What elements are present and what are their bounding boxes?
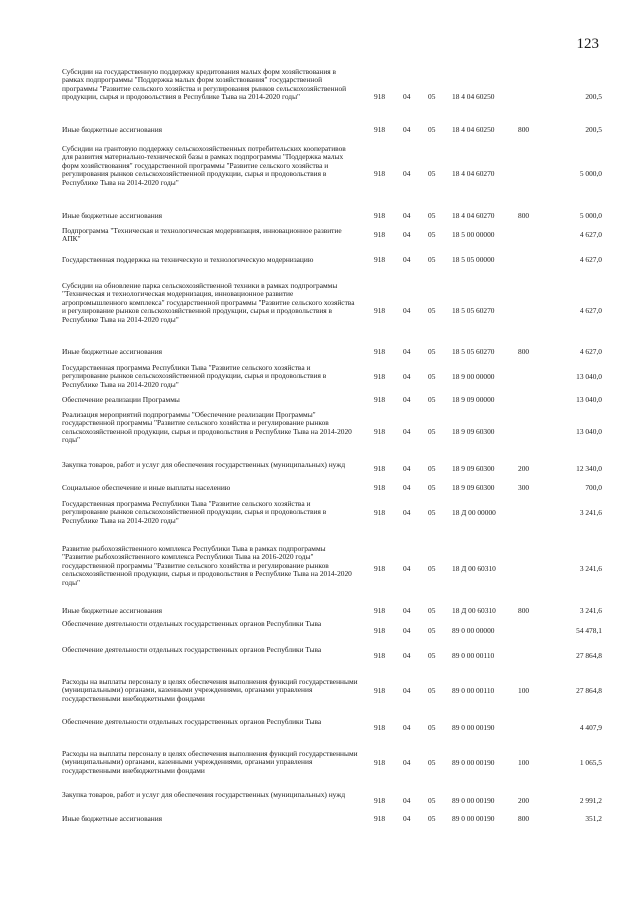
row-cs: 18 5 05 60270 [452,306,495,315]
row-gr: 918 [374,464,386,473]
row-ps: 05 [428,606,436,615]
row-name: Государственная программа Республики Тыва "Развитие сельского хозяйства и регулирование рынков сельскохозяйственной продукции, сырья и продовольствия в Республике Тыва на 2014-2020 годы" [62,499,327,525]
row-name: Государственная поддержка на техническую и технологическую модернизацию [62,255,314,264]
row-ps: 05 [428,230,436,239]
row-name: Реализация мероприятий подпрограммы "Обеспечение реализации Программы" государственной программы "Развитие сельского хозяйства и регулирование рынков сельскохозяйственной продукции, сырья и продовольствия в Республике Тыва на 2014-2020 годы" [62,410,352,445]
row-name: Обеспечение деятельности отдельных государственных органов Республики Тыва [62,619,322,628]
row-sum: 4 627,0 [579,306,602,315]
page-number: 123 [576,36,599,52]
row-name: Субсидии на государственную поддержку кредитования малых форм хозяйствования в рамках подпрограммы "Поддержка малых форм хозяйствования" государственной программы "Развитие сельского хозяйства и регулирования рынков сельскохозяйственной продукции, сырья и продовольствия в Республике Тыва на 2014-2020 годы" [62,67,347,102]
row-gr: 918 [374,92,386,101]
row-sum: 13 040,0 [576,427,602,436]
row-gr: 918 [374,211,386,220]
row-name: Обеспечение деятельности отдельных государственных органов Республики Тыва [62,645,322,654]
row-pr: 04 [403,796,411,805]
row-pr: 04 [403,372,411,381]
row-name: Иные бюджетные ассигнования [62,606,163,615]
row-pr: 04 [403,306,411,315]
row-cs: 18 5 05 60270 [452,347,495,356]
row-cs: 89 0 00 00000 [452,626,495,635]
row-cs: 89 0 00 00190 [452,758,495,767]
row-ps: 05 [428,347,436,356]
row-pr: 04 [403,606,411,615]
row-cs: 89 0 00 00190 [452,796,495,805]
row-pr: 04 [403,508,411,517]
row-name: Закупка товаров, работ и услуг для обеспечения государственных (муниципальных) нужд [62,460,346,469]
row-cs: 18 9 09 00000 [452,395,495,404]
row-pr: 04 [403,347,411,356]
row-sum: 27 864,8 [576,686,602,695]
row-sum: 1 065,5 [579,758,602,767]
row-cs: 18 9 09 60300 [452,427,495,436]
row-cs: 89 0 00 00110 [452,686,495,695]
row-ps: 05 [428,686,436,695]
row-gr: 918 [374,508,386,517]
row-vr: 100 [518,686,530,695]
row-ps: 05 [428,723,436,732]
row-sum: 4 627,0 [579,230,602,239]
row-ps: 05 [428,796,436,805]
row-vr: 200 [518,796,530,805]
row-sum: 5 000,0 [579,211,602,220]
row-pr: 04 [403,230,411,239]
row-gr: 918 [374,395,386,404]
row-name: Субсидии на грантовую поддержку сельскохозяйственных потребительских кооперативов для развития материально-технической базы в рамках подпрограммы "Поддержка малых форм хозяйствования" государственной программы "Развитие сельского хозяйства и регулирования рынков сельскохозяйственной продукции, сырья и продовольствия в Республике Тыва на 2014-2020 годы" [62,144,346,187]
row-gr: 918 [374,427,386,436]
row-ps: 05 [428,758,436,767]
row-pr: 04 [403,255,411,264]
row-cs: 18 4 04 60250 [452,125,495,134]
row-gr: 918 [374,651,386,660]
row-vr: 800 [518,347,530,356]
row-gr: 918 [374,626,386,635]
row-gr: 918 [374,606,386,615]
row-pr: 04 [403,92,411,101]
row-gr: 918 [374,347,386,356]
row-sum: 4 407,9 [579,723,602,732]
row-gr: 918 [374,372,386,381]
row-vr: 800 [518,125,530,134]
row-name: Развитие рыбохозяйственного комплекса Республики Тыва в рамках подпрограммы "Развитие рыбохозяйственного комплекса Республики Тыва на 2016-2020 годы" государственной программы "Развитие сельского хозяйства и регулирование рынков сельскохозяйственной продукции, сырья и продовольствия в Республике Тыва на 2014-2020 годы" [62,544,352,587]
row-name: Иные бюджетные ассигнования [62,211,163,220]
row-gr: 918 [374,814,386,823]
row-sum: 4 627,0 [579,347,602,356]
row-sum: 54 478,1 [576,626,602,635]
row-ps: 05 [428,564,436,573]
row-cs: 18 Д 00 00000 [452,508,496,517]
row-gr: 918 [374,796,386,805]
row-vr: 300 [518,483,530,492]
row-name: Расходы на выплаты персоналу в целях обеспечения выполнения функций государственными (муниципальными) органами, казенными учреждениями, органами управления государственными внебюджетными фондами [62,677,358,703]
row-cs: 89 0 00 00110 [452,651,495,660]
row-ps: 05 [428,464,436,473]
row-name: Иные бюджетные ассигнования [62,347,163,356]
row-cs: 18 4 04 60270 [452,211,495,220]
row-cs: 18 9 00 00000 [452,372,495,381]
row-pr: 04 [403,125,411,134]
row-cs: 89 0 00 00190 [452,814,495,823]
row-cs: 18 Д 00 60310 [452,564,496,573]
row-gr: 918 [374,169,386,178]
row-sum: 12 340,0 [576,464,602,473]
row-name: Иные бюджетные ассигнования [62,125,163,134]
row-sum: 2 991,2 [579,796,602,805]
row-pr: 04 [403,395,411,404]
row-ps: 05 [428,508,436,517]
row-gr: 918 [374,255,386,264]
row-gr: 918 [374,230,386,239]
row-name: Обеспечение реализации Программы [62,395,180,404]
row-name: Закупка товаров, работ и услуг для обеспечения государственных (муниципальных) нужд [62,790,346,799]
row-cs: 18 5 05 00000 [452,255,495,264]
row-vr: 800 [518,814,530,823]
row-ps: 05 [428,125,436,134]
row-name: Социальное обеспечение и иные выплаты населению [62,483,231,492]
row-ps: 05 [428,306,436,315]
row-vr: 800 [518,211,530,220]
row-pr: 04 [403,723,411,732]
row-sum: 13 040,0 [576,372,602,381]
row-name: Субсидии на обновление парка сельскохозяйственной техники в рамках подпрограммы "Техническая и технологическая модернизация, инновационное развитие агропромышленного комплекса" государственной программы "Развитие сельского хозяйства и регулирование рынков сельскохозяйственной продукции, сырья и продовольствия в Республике Тыва на 2014-2020 годы" [62,281,355,324]
row-cs: 18 9 09 60300 [452,464,495,473]
row-sum: 27 864,8 [576,651,602,660]
row-ps: 05 [428,169,436,178]
row-sum: 4 627,0 [579,255,602,264]
row-name: Подпрограмма "Техническая и технологическая модернизация, инновационное развитие АПК" [62,226,342,244]
row-vr: 800 [518,606,530,615]
row-gr: 918 [374,758,386,767]
row-pr: 04 [403,427,411,436]
row-gr: 918 [374,723,386,732]
row-pr: 04 [403,169,411,178]
row-ps: 05 [428,255,436,264]
row-vr: 200 [518,464,530,473]
row-ps: 05 [428,211,436,220]
row-gr: 918 [374,125,386,134]
row-pr: 04 [403,564,411,573]
row-cs: 89 0 00 00190 [452,723,495,732]
row-cs: 18 Д 00 60310 [452,606,496,615]
row-cs: 18 9 09 60300 [452,483,495,492]
row-cs: 18 4 04 60250 [452,92,495,101]
row-pr: 04 [403,686,411,695]
row-name: Обеспечение деятельности отдельных государственных органов Республики Тыва [62,717,322,726]
row-ps: 05 [428,372,436,381]
row-pr: 04 [403,651,411,660]
row-sum: 351,2 [585,814,602,823]
row-cs: 18 4 04 60270 [452,169,495,178]
row-gr: 918 [374,564,386,573]
row-ps: 05 [428,427,436,436]
row-name: Расходы на выплаты персоналу в целях обеспечения выполнения функций государственными (муниципальными) органами, казенными учреждениями, органами управления государственными внебюджетными фондами [62,749,358,775]
row-sum: 200,5 [585,92,602,101]
row-sum: 13 040,0 [576,395,602,404]
row-sum: 3 241,6 [579,564,602,573]
row-name: Государственная программа Республики Тыва "Развитие сельского хозяйства и регулирование рынков сельскохозяйственной продукции, сырья и продовольствия в Республике Тыва на 2014-2020 годы" [62,363,327,389]
row-sum: 5 000,0 [579,169,602,178]
row-sum: 200,5 [585,125,602,134]
row-ps: 05 [428,814,436,823]
row-pr: 04 [403,758,411,767]
row-pr: 04 [403,464,411,473]
row-ps: 05 [428,92,436,101]
row-sum: 3 241,6 [579,606,602,615]
row-sum: 700,0 [585,483,602,492]
row-vr: 100 [518,758,530,767]
row-ps: 05 [428,395,436,404]
row-gr: 918 [374,483,386,492]
row-ps: 05 [428,483,436,492]
row-ps: 05 [428,651,436,660]
row-cs: 18 5 00 00000 [452,230,495,239]
row-gr: 918 [374,306,386,315]
row-pr: 04 [403,814,411,823]
row-pr: 04 [403,626,411,635]
row-name: Иные бюджетные ассигнования [62,814,163,823]
row-sum: 3 241,6 [579,508,602,517]
row-ps: 05 [428,626,436,635]
row-gr: 918 [374,686,386,695]
row-pr: 04 [403,211,411,220]
row-pr: 04 [403,483,411,492]
